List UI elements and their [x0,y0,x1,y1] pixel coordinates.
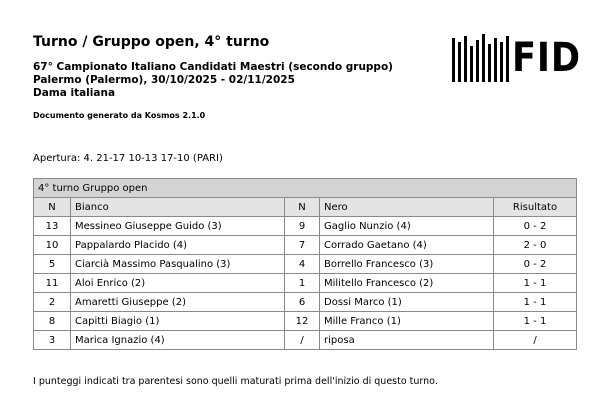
table-row [34,255,577,274]
white-player: Capitti Biagio (1) [71,312,285,331]
col-header-n-black: N [285,198,320,217]
result: 0 - 2 [494,255,577,274]
table-row [34,236,577,255]
black-number: 6 [285,293,320,312]
result: 2 - 0 [494,236,577,255]
fid-logo [452,34,580,82]
black-player: Corrado Gaetano (4) [320,236,494,255]
result: 1 - 1 [494,274,577,293]
black-player: Militello Francesco (2) [320,274,494,293]
white-player: Ciarcià Massimo Pasqualino (3) [71,255,285,274]
result: 0 - 2 [494,217,577,236]
black-number: 1 [285,274,320,293]
black-number: / [285,331,320,350]
footnote: I punteggi indicati tra parentesi sono quelli maturati prima dell'inizio di questo turno. [33,376,438,387]
white-number: 11 [34,274,71,293]
event-location-dates: Palermo (Palermo), 30/10/2025 - 02/11/2025 [33,74,295,86]
table-row [34,293,577,312]
page-title: Turno / Gruppo open, 4° turno [33,34,270,50]
black-player: Dossi Marco (1) [320,293,494,312]
white-number: 3 [34,331,71,350]
white-number: 13 [34,217,71,236]
white-number: 10 [34,236,71,255]
event-name: 67° Campionato Italiano Candidati Maestri (secondo gruppo) [33,61,393,73]
round-title: 4° turno Gruppo open [34,179,577,198]
black-number: 12 [285,312,320,331]
white-player: Aloi Enrico (2) [71,274,285,293]
white-player: Marica Ignazio (4) [71,331,285,350]
pairings-table [33,178,577,350]
black-player: Borrello Francesco (3) [320,255,494,274]
white-number: 5 [34,255,71,274]
generated-by: Documento generato da Kosmos 2.1.0 [33,111,206,120]
white-number: 2 [34,293,71,312]
event-discipline: Dama italiana [33,87,116,99]
white-player: Messineo Giuseppe Guido (3) [71,217,285,236]
event-info [33,61,393,100]
result: 1 - 1 [494,312,577,331]
opening-line: Apertura: 4. 21-17 10-13 17-10 (PARI) [33,153,223,164]
result: 1 - 1 [494,293,577,312]
col-header-white: Bianco [71,198,285,217]
black-player: Mille Franco (1) [320,312,494,331]
table-row [34,312,577,331]
black-number: 9 [285,217,320,236]
black-player: Gaglio Nunzio (4) [320,217,494,236]
fid-logo-text: FID [512,35,582,81]
white-player: Pappalardo Placido (4) [71,236,285,255]
black-player: riposa [320,331,494,350]
table-row [34,274,577,293]
fid-barcode-logo-icon [452,34,510,82]
white-number: 8 [34,312,71,331]
black-number: 4 [285,255,320,274]
result: / [494,331,577,350]
white-player: Amaretti Giuseppe (2) [71,293,285,312]
col-header-black: Nero [320,198,494,217]
col-header-result: Risultato [494,198,577,217]
black-number: 7 [285,236,320,255]
col-header-n-white: N [34,198,71,217]
table-row [34,217,577,236]
table-row [34,331,577,350]
